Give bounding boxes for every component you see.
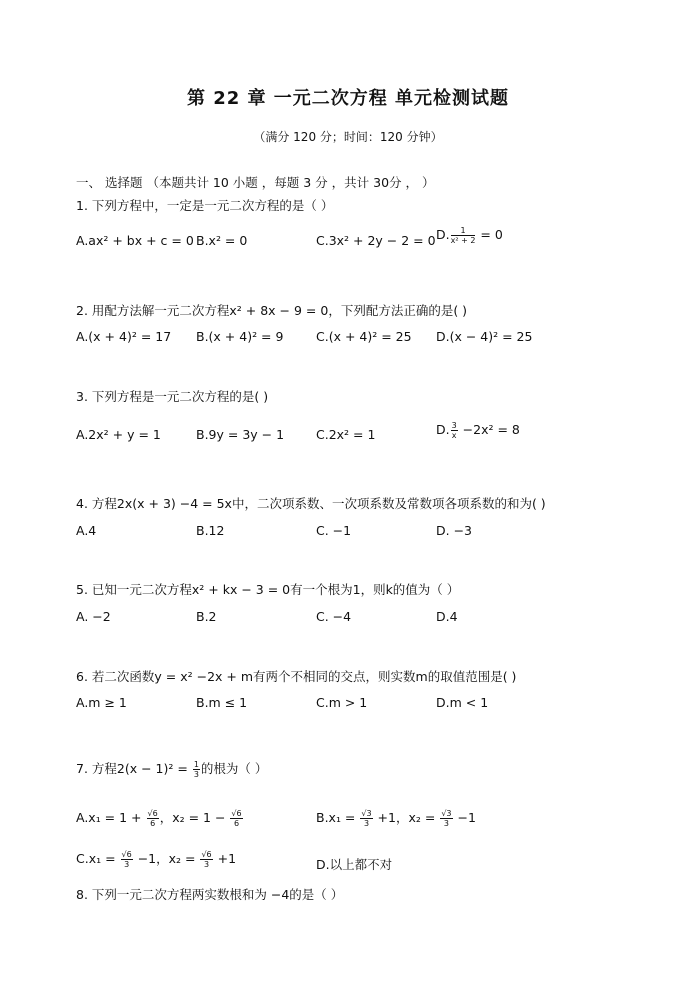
page-subtitle: （满分 120 分；时间：120 分钟）: [253, 130, 443, 144]
question-2-option-d: D.(x − 4)² = 25: [436, 329, 533, 344]
question-8-stem: 8. 下列一元二次方程两实数根和为 −4的是（ ）: [76, 887, 344, 902]
question-6-option-a: A.m ≥ 1: [76, 695, 127, 710]
question-7-option-b: B.x₁ = $\frac{√3}{3}$ +1，x₂ = $\frac{√3}{3}$ −1: [316, 809, 476, 828]
question-7-option-c: C.x₁ = $\frac{√6}{3}$ −1，x₂ = $\frac{√6}{3}$ +1: [76, 850, 237, 869]
question-6-stem: 6. 若二次函数y = x² −2x + m有两个不相同的交点，则实数m的取值范围是( ): [76, 669, 517, 684]
question-3-stem: 3. 下列方程是一元二次方程的是( ): [76, 389, 269, 404]
question-1-option-d: D. $\frac{1}{\text{x² + 2}}$ = 0: [436, 226, 503, 245]
question-2-option-a: A.(x + 4)² = 17: [76, 329, 172, 344]
question-4-option-c: C. −1: [316, 523, 352, 538]
question-3-option-a: A.2x² + y = 1: [76, 427, 161, 442]
question-5-option-c: C. −4: [316, 609, 352, 624]
question-7-option-a: A.x₁ = 1 + $\frac{√6}{6}$ ，x₂ = 1 − $\frac{√6}{6}$: [76, 809, 242, 828]
question-4-option-a: A.4: [76, 523, 97, 538]
question-7-stem: 7. 方程2(x − 1)² = $\frac{1}{3}$ 的根为（ ）: [76, 760, 268, 779]
question-6-option-c: C.m > 1: [316, 695, 368, 710]
question-2-option-c: C.(x + 4)² = 25: [316, 329, 412, 344]
question-1-option-a: A.ax² + bx + c = 0: [76, 233, 194, 248]
question-3-option-c: C.2x² = 1: [316, 427, 376, 442]
question-6-option-d: D.m < 1: [436, 695, 489, 710]
question-4-option-b: B.12: [196, 523, 225, 538]
section-heading: 一、 选择题 （本题共计 10 小题 ，每题 3 分 ，共计 30分 ， ）: [76, 175, 435, 190]
question-3-option-d: D. $\frac{3}{x}$ −2x² = 8: [436, 421, 520, 440]
question-1-stem: 1. 下列方程中，一定是一元二次方程的是（ ）: [76, 198, 334, 213]
question-4-stem: 4. 方程2x(x + 3) −4 = 5x中，二次项系数、一次项系数及常数项各项系数的和为( ): [76, 496, 546, 511]
page-title: 第 22 章 一元二次方程 单元检测试题: [186, 88, 510, 109]
question-5-option-b: B.2: [196, 609, 217, 624]
question-2-option-b: B.(x + 4)² = 9: [196, 329, 284, 344]
question-1-option-c: C.3x² + 2y − 2 = 0: [316, 233, 436, 248]
question-2-stem: 2. 用配方法解一元二次方程x² + 8x − 9 = 0，下列配方法正确的是( ): [76, 303, 468, 318]
question-5-option-d: D.4: [436, 609, 458, 624]
question-7-option-d: D.以上都不对: [316, 857, 393, 872]
question-5-stem: 5. 已知一元二次方程x² + kx − 3 = 0有一个根为1，则k的值为（ ）: [76, 582, 460, 597]
question-4-option-d: D. −3: [436, 523, 472, 538]
question-5-option-a: A. −2: [76, 609, 111, 624]
question-1-option-b: B.x² = 0: [196, 233, 248, 248]
question-3-option-b: B.9y = 3y − 1: [196, 427, 285, 442]
question-6-option-b: B.m ≤ 1: [196, 695, 248, 710]
